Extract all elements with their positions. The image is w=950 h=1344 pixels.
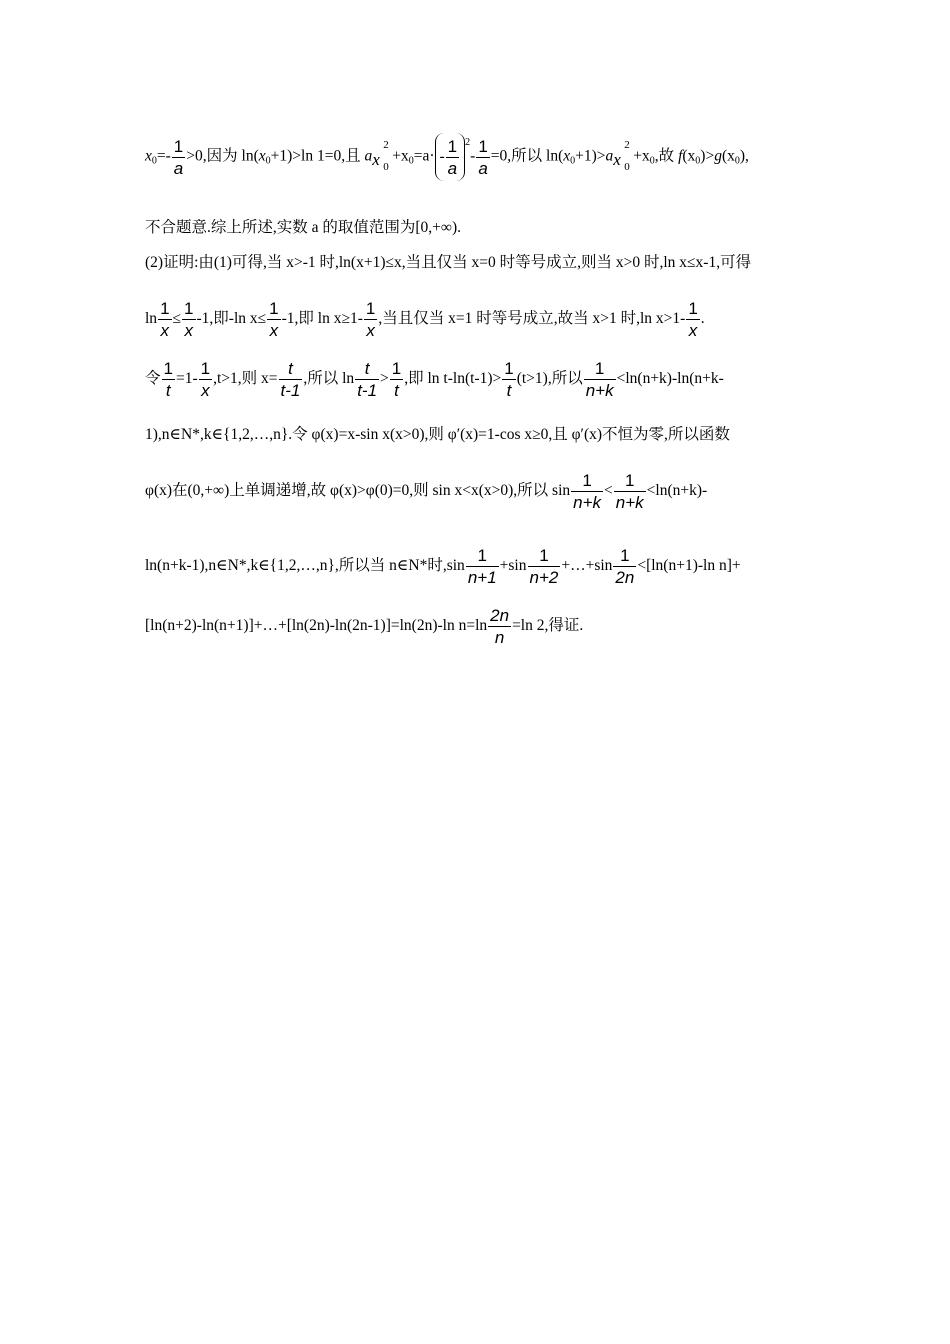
numerator: t — [355, 358, 379, 380]
numerator: 1 — [365, 299, 376, 318]
numerator: 1 — [614, 470, 646, 492]
denominator: a — [478, 158, 488, 178]
fraction — [355, 358, 379, 401]
fraction — [267, 298, 280, 341]
fraction — [182, 298, 195, 341]
numerator: t — [279, 358, 303, 380]
parenthesized-fraction — [435, 133, 466, 181]
text: ln — [145, 310, 158, 328]
denominator: t — [506, 381, 512, 400]
text: 令 — [145, 370, 161, 388]
denominator: a — [447, 158, 458, 178]
denominator: t-1 — [280, 381, 301, 400]
fraction — [390, 358, 403, 401]
text: φ(x)在(0,+∞)上单调递增,故 φ(x)>φ(0)=0,则 sin x<x(x>0),所以 sin — [145, 482, 571, 500]
x-squared-sub0 — [372, 139, 392, 175]
numerator: 1 — [184, 299, 194, 318]
text: f — [678, 147, 683, 165]
text: )> — [700, 147, 715, 165]
fraction — [584, 358, 616, 401]
fraction — [488, 605, 511, 648]
subscript: 0 — [265, 155, 271, 167]
fraction — [158, 298, 171, 341]
text: +1)>ln 1=0,且 — [270, 147, 365, 165]
numerator: 1 — [528, 545, 561, 567]
numerator: 1 — [584, 358, 616, 380]
numerator: 1 — [163, 359, 173, 378]
text: -1,即-ln x≤ — [196, 310, 267, 328]
solution-line-5 — [145, 358, 724, 401]
denominator: n+k — [573, 493, 602, 512]
text: <ln(n+k)- — [646, 482, 708, 500]
text: ≤ — [172, 310, 182, 328]
fraction — [686, 298, 699, 341]
fraction — [571, 470, 603, 513]
solution-line-6: 1),n∈N*,k∈{1,2,…,n}.令 φ(x)=x-sin x(x>0),则 φ′(x)=1-cos x≥0,且 φ′(x)不恒为零,所以函数 — [145, 426, 730, 443]
text: +1)> — [575, 147, 606, 165]
text: a — [605, 147, 614, 165]
text: - — [439, 148, 445, 165]
fraction — [466, 545, 499, 588]
denominator: x — [160, 321, 170, 340]
solution-line-9 — [145, 605, 583, 648]
numerator: 1 — [466, 545, 499, 567]
fraction — [446, 136, 459, 179]
solution-line-8 — [145, 545, 741, 588]
denominator: n+2 — [529, 568, 559, 587]
text: . — [700, 310, 705, 328]
numerator: 1 — [173, 136, 184, 156]
text: <[ln(n+1)-ln n]+ — [637, 557, 741, 575]
text: ,即 ln t-ln(t-1)> — [404, 370, 502, 388]
denominator: t-1 — [357, 381, 378, 400]
denominator: x — [184, 321, 194, 340]
text: ), — [739, 147, 749, 165]
subscript: 0 — [624, 161, 630, 173]
subscript: 0 — [649, 155, 655, 167]
fraction — [614, 470, 646, 513]
solution-line-4 — [145, 298, 705, 341]
solution-line-1 — [145, 133, 749, 181]
superscript: 2 — [383, 139, 389, 151]
text: =- — [156, 147, 171, 165]
fraction — [279, 358, 303, 401]
text: x — [563, 147, 571, 165]
fraction — [528, 545, 561, 588]
superscript: 2 — [465, 136, 471, 148]
text: ln(n+k-1),n∈N*,k∈{1,2,…,n},所以当 n∈N*时,sin — [145, 557, 465, 575]
denominator: 2n — [615, 568, 635, 587]
x-squared-sub0 — [613, 139, 633, 175]
numerator: 1 — [447, 136, 458, 156]
numerator: 1 — [571, 470, 603, 492]
fraction — [364, 298, 377, 341]
numerator: 1 — [504, 359, 514, 378]
text: (x — [721, 147, 735, 165]
text: =1- — [175, 370, 198, 388]
denominator: a — [173, 158, 184, 178]
text: >0,因为 ln( — [186, 147, 259, 165]
fraction — [172, 136, 185, 179]
text: =ln 2,得证. — [512, 617, 584, 635]
subscript: 0 — [695, 155, 701, 167]
numerator: 1 — [613, 545, 636, 567]
denominator: x — [366, 321, 375, 340]
text: -1,即 ln x≥1- — [281, 310, 363, 328]
solution-line-2: 不合题意.综上所述,实数 a 的取值范围为[0,+∞). — [145, 219, 461, 236]
text: x — [258, 147, 266, 165]
text: +x — [392, 147, 409, 165]
numerator: 2n — [490, 606, 510, 625]
solution-line-7 — [145, 470, 707, 513]
subscript: 0 — [383, 161, 389, 173]
text: (x — [682, 147, 696, 165]
fraction — [613, 545, 636, 588]
fraction — [162, 358, 175, 401]
text: g — [714, 147, 722, 165]
text: <ln(n+k)-ln(n+k- — [616, 370, 724, 388]
subscript: 0 — [734, 155, 740, 167]
denominator: n+k — [615, 493, 644, 512]
text: - — [470, 147, 476, 165]
base: x — [613, 150, 621, 169]
denominator: n — [494, 628, 505, 647]
text: > — [380, 370, 389, 388]
numerator: 1 — [688, 299, 698, 318]
numerator: 1 — [391, 359, 402, 378]
solution-line-3: (2)证明:由(1)可得,当 x>-1 时,ln(x+1)≤x,当且仅当 x=0 时等号成立,则当 x>0 时,ln x≤x-1,可得 — [145, 254, 752, 271]
text: +sin — [499, 557, 527, 575]
text: +…+sin — [561, 557, 613, 575]
text: x — [145, 147, 152, 165]
denominator: t — [394, 381, 399, 400]
text: [ln(n+2)-ln(n+1)]+…+[ln(2n)-ln(2n-1)]=ln(2n)-ln n=ln — [145, 617, 488, 635]
numerator: 1 — [478, 136, 488, 156]
denominator: t — [165, 381, 171, 400]
text: =0,所以 ln( — [490, 147, 564, 165]
denominator: n+1 — [467, 568, 497, 587]
denominator: n+k — [585, 381, 614, 400]
fraction — [476, 136, 489, 179]
text: ,故 — [654, 147, 679, 165]
denominator: x — [269, 321, 279, 340]
denominator: x — [688, 321, 698, 340]
subscript: 0 — [408, 155, 414, 167]
text: ,当且仅当 x=1 时等号成立,故当 x>1 时,ln x>1- — [378, 310, 686, 328]
text: ,t>1,则 x= — [213, 370, 278, 388]
text: (t>1),所以 — [516, 370, 583, 388]
numerator: 1 — [269, 299, 279, 318]
text: =a· — [413, 147, 435, 165]
base: x — [372, 150, 380, 169]
text: ,所以 ln — [303, 370, 355, 388]
fraction — [502, 358, 515, 401]
superscript: 2 — [624, 139, 630, 151]
fraction — [199, 358, 212, 401]
text: < — [604, 482, 613, 500]
subscript: 0 — [570, 155, 576, 167]
denominator: x — [201, 381, 210, 400]
text: +x — [633, 147, 650, 165]
text: a — [364, 147, 373, 165]
numerator: 1 — [200, 359, 211, 378]
numerator: 1 — [160, 299, 170, 318]
subscript: 0 — [151, 155, 157, 167]
